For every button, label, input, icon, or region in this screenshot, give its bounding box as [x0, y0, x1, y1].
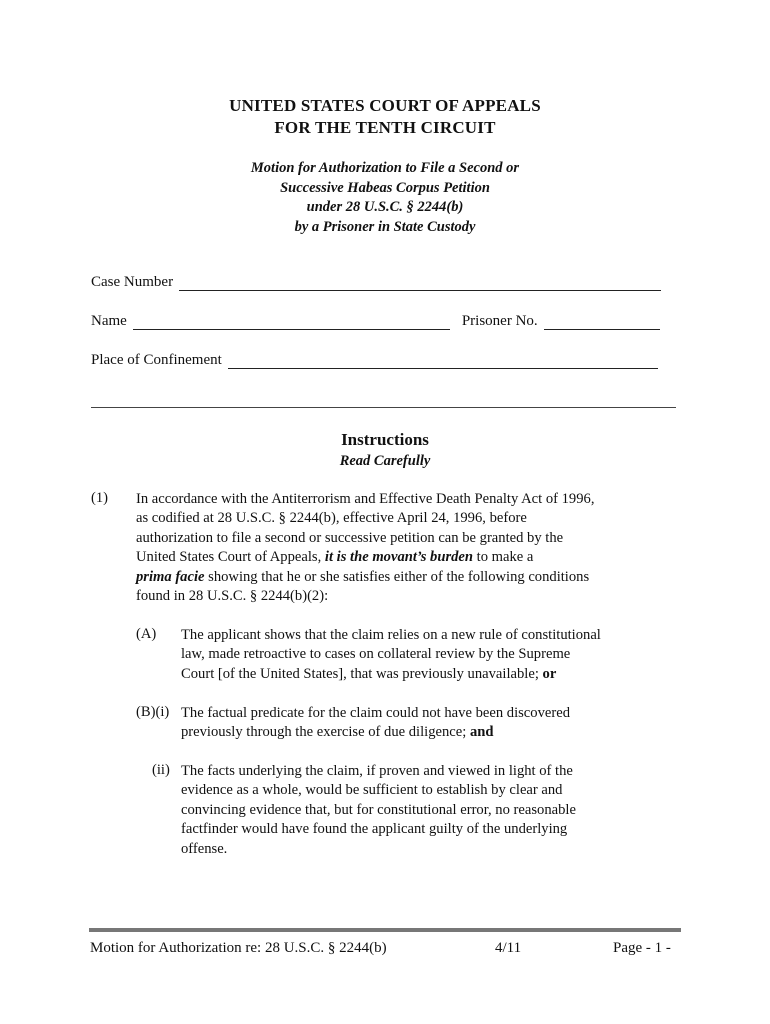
instructions-subtitle: Read Carefully [339, 453, 431, 469]
paragraph-line: The facts underlying the claim, if proven and viewed in light of the [181, 763, 573, 779]
footer-page-number: Page - 1 - [613, 940, 671, 956]
subtitle-line: Motion for Authorization to File a Second or [250, 160, 520, 176]
subtitle-line: by a Prisoner in State Custody [294, 218, 476, 235]
paragraph-line: convincing evidence that, but for constitutional error, no reasonable [181, 801, 576, 818]
paragraph-line: In accordance with the Antiterrorism and Effective Death Penalty Act of 1996, [136, 491, 595, 507]
condition-a-text [181, 626, 691, 684]
place-of-confinement-row [91, 352, 658, 369]
name-field[interactable] [133, 315, 450, 330]
footer-divider [89, 928, 681, 932]
name-label: Name [91, 313, 127, 329]
court-heading [0, 95, 770, 139]
case-number-field[interactable] [179, 276, 661, 291]
paragraph-line: found in 28 U.S.C. § 2244(b)(2): [136, 588, 329, 605]
condition-b-i-label: (B)(i) [136, 704, 170, 720]
court-name-line2: FOR THE TENTH CIRCUIT [274, 118, 496, 137]
emphasis-burden: it is the movant’s burden [324, 549, 474, 566]
emphasis-or: or [542, 665, 557, 682]
condition-a-label: (A) [136, 626, 157, 642]
paragraph-line: as codified at 28 U.S.C. § 2244(b), effective April 24, 1996, before [136, 510, 527, 527]
paragraph-line: offense. [181, 840, 228, 857]
subtitle-line: under 28 U.S.C. § 2244(b) [306, 199, 464, 215]
paragraph-line: evidence as a whole, would be sufficient to establish by clear and [181, 782, 563, 799]
paragraph-line [181, 665, 691, 684]
text-run: Court [of the United States], that was previously unavailable; [181, 665, 543, 682]
footer-title: Motion for Authorization re: 28 U.S.C. § 2244(b) [90, 940, 387, 956]
text-run: showing that he or she satisfies either of the following conditions [204, 568, 590, 585]
blank-line-field[interactable] [91, 407, 676, 408]
paragraph-line: The factual predicate for the claim could not have been discovered [181, 705, 570, 721]
item-number: (1) [91, 490, 109, 506]
paragraph-line: law, made retroactive to cases on collateral review by the Supreme [181, 646, 571, 663]
instructions-title: Instructions [341, 430, 429, 449]
case-number-row [91, 274, 661, 291]
paragraph-line [136, 568, 696, 587]
text-run: United States Court of Appeals, [136, 549, 325, 566]
motion-subtitle [0, 159, 770, 237]
paragraph-line: The applicant shows that the claim relies on a new rule of constitutional [181, 627, 601, 643]
text-run: previously through the exercise of due diligence; [181, 724, 470, 741]
paragraph-line: factfinder would have found the applicant guilty of the underlying [181, 821, 568, 838]
condition-b-ii-text [181, 762, 691, 859]
condition-b-i-text [181, 704, 691, 743]
case-number-label: Case Number [91, 274, 174, 290]
prisoner-no-label: Prisoner No. [461, 313, 538, 329]
subtitle-line: Successive Habeas Corpus Petition [280, 179, 490, 196]
paragraph-line [136, 548, 696, 567]
prisoner-no-field[interactable] [544, 315, 660, 330]
court-name-line1: UNITED STATES COURT OF APPEALS [229, 96, 541, 115]
emphasis-and: and [469, 724, 494, 741]
paragraph-line [181, 723, 691, 742]
text-run: to make a [473, 549, 534, 566]
place-of-confinement-label: Place of Confinement [91, 352, 222, 368]
paragraph-line: authorization to file a second or successive petition can be granted by the [136, 529, 564, 546]
place-of-confinement-field[interactable] [228, 354, 658, 369]
emphasis-prima-facie: prima facie [136, 568, 205, 585]
condition-b-ii-label: (ii) [152, 762, 170, 778]
footer-date: 4/11 [495, 940, 522, 956]
name-row [91, 313, 660, 330]
item1-paragraph [136, 490, 696, 606]
